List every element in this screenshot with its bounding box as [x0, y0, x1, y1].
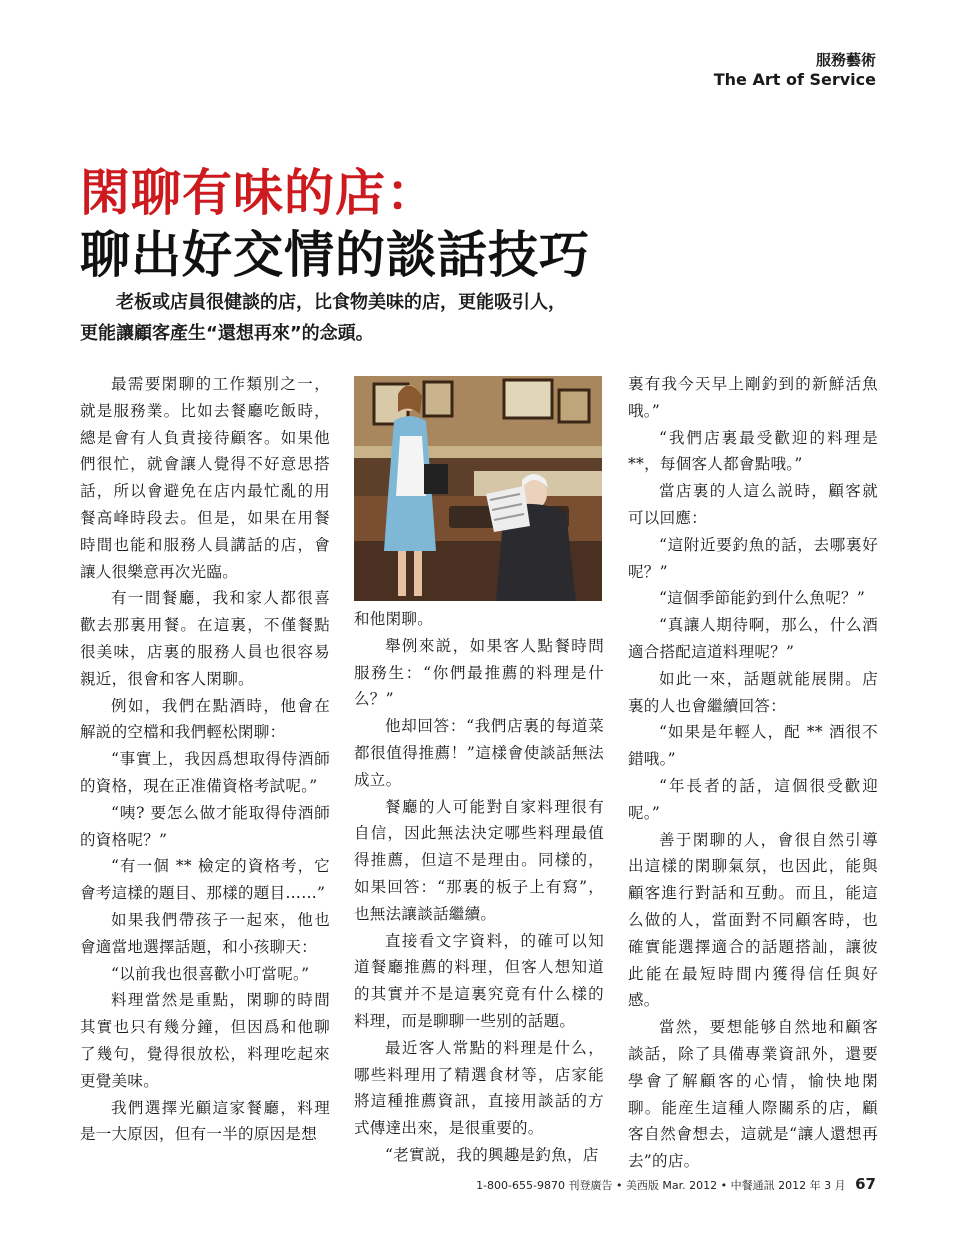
article-title: [80, 162, 880, 286]
paragraph: “如果是年輕人，配 ** 酒很不錯哦。”: [628, 723, 878, 769]
paragraph: 舉例來説，如果客人點餐時問服務生：“你們最推薦的料理是什么？”: [354, 636, 604, 709]
paragraph: 裏有我今天早上剛釣到的新鮮活魚哦。”: [628, 375, 878, 420]
footer-info: 1-800-655-9870 刊登廣告 • 美西版 Mar. 2012 • 中餐通訊 2012 年 3 月: [476, 1179, 846, 1192]
page-number: 67: [855, 1175, 876, 1193]
paragraph: “以前我也很喜歡小叮當呢。”: [111, 964, 310, 983]
paragraph: 有一間餐廳，我和家人都很喜歡去那裏用餐。在這裏，不僅餐點很美味，店裏的服務人員也很容易親近，很會和客人閑聊。: [80, 589, 330, 688]
paragraph: 最需要閑聊的工作類別之一，就是服務業。比如去餐廳吃飯時，總是會有人負責接待顧客。如果他們很忙，就會讓人覺得不好意思搭話，所以會避免在店内最忙亂的用餐高峰時段去。但是，如果在用餐時間也能和服務人員講話的店，會讓人很樂意再次光臨。: [80, 375, 330, 581]
diner-scene-illustration: [354, 376, 602, 601]
section-title-zh: 服務藝術: [815, 51, 876, 69]
paragraph: 最近客人常點的料理是什么，哪些料理用了精選食材等，店家能將這種推薦資訊，直接用談話的方式傳達出來，是很重要的。: [354, 1038, 604, 1138]
paragraph: 我們選擇光顧這家餐廳，料理是一大原因，但有一半的原因是想: [80, 1098, 330, 1144]
paragraph: 他却回答：“我們店裏的每道菜都很值得推薦！”這樣會使談話無法成立。: [354, 717, 604, 789]
paragraph: 善于閑聊的人，會很自然引導出這樣的閑聊氣氛，也因此，能與顧客進行對話和互動。而且，能這么做的人，當面對不同顧客時，也確實能選擇適合的話題搭訕，讓彼此能在最短時間内獲得信任與好感。: [628, 830, 878, 1010]
article-photo: [354, 376, 602, 601]
paragraph: 例如，我們在點酒時，他會在解説的空檔和我們輕松閑聊：: [80, 696, 330, 742]
lead-line1: 老板或店員很健談的店，比食物美味的店，更能吸引人，: [116, 292, 566, 313]
paragraph: “真讓人期待啊，那么，什么酒適合搭配這道料理呢？”: [628, 616, 878, 661]
paragraph: 當然，要想能够自然地和顧客談話，除了具備專業資訊外，還要學會了解顧客的心情，愉快地閑聊。能産生這種人際關系的店，顧客自然會想去，這就是“讓人還想再去”的店。: [628, 1018, 878, 1171]
column-2: [354, 606, 604, 1169]
paragraph: “有一個 ** 檢定的資格考，它會考這樣的題目、那樣的題目……”: [80, 857, 330, 903]
paragraph: 如果我們帶孩子一起來，他也會適當地選擇話題，和小孩聊天：: [80, 910, 330, 956]
column-1: [80, 371, 330, 1148]
section-title-en: The Art of Service: [713, 70, 876, 89]
paragraph: 料理當然是重點，閑聊的時間其實也只有幾分鐘，但因爲和他聊了幾句，覺得很放松，料理吃起來更覺美味。: [80, 991, 330, 1090]
article-title-line1: 閑聊有味的店：: [80, 162, 437, 222]
paragraph: “年長者的話，這個很受歡迎呢。”: [628, 776, 878, 822]
paragraph: “咦? 要怎么做才能取得侍酒師的資格呢？”: [80, 803, 330, 849]
section-tag: [714, 50, 876, 90]
paragraph: 如此一來，話題就能展開。店裏的人也會繼續回答：: [628, 669, 878, 715]
page-footer: [476, 1175, 876, 1193]
paragraph: “事實上，我因爲想取得侍酒師的資格，現在正准備資格考試呢。”: [80, 750, 330, 795]
paragraph: 餐廳的人可能對自家料理很有自信，因此無法決定哪些料理最值得推薦，但這不是理由。同樣的，如果回答：“那裏的板子上有寫”，也無法讓談話繼續。: [354, 797, 604, 923]
paragraph: “這附近要釣魚的話，去哪裏好呢？”: [628, 535, 878, 581]
paragraph: “這個季節能釣到什么魚呢？”: [659, 589, 866, 608]
paragraph: 和他閑聊。: [354, 610, 434, 628]
paragraph: “老實説，我的興趣是釣魚，店: [385, 1145, 599, 1164]
article-lead: [80, 287, 880, 349]
paragraph: 當店裏的人這么説時，顧客就可以回應：: [628, 482, 878, 527]
article-title-line2: 聊出好交情的談話技巧: [80, 224, 590, 284]
paragraph: “我們店裏最受歡迎的料理是 **，每個客人都會點哦。”: [628, 428, 878, 474]
column-3: [628, 371, 878, 1175]
lead-line2: 更能讓顧客產生“還想再來”的念頭。: [80, 323, 374, 344]
paragraph: 直接看文字資料，的確可以知道餐廳推薦的料理，但客人想知道的其實并不是這裏究竟有什么樣的料理，而是聊聊一些别的話題。: [354, 931, 604, 1030]
